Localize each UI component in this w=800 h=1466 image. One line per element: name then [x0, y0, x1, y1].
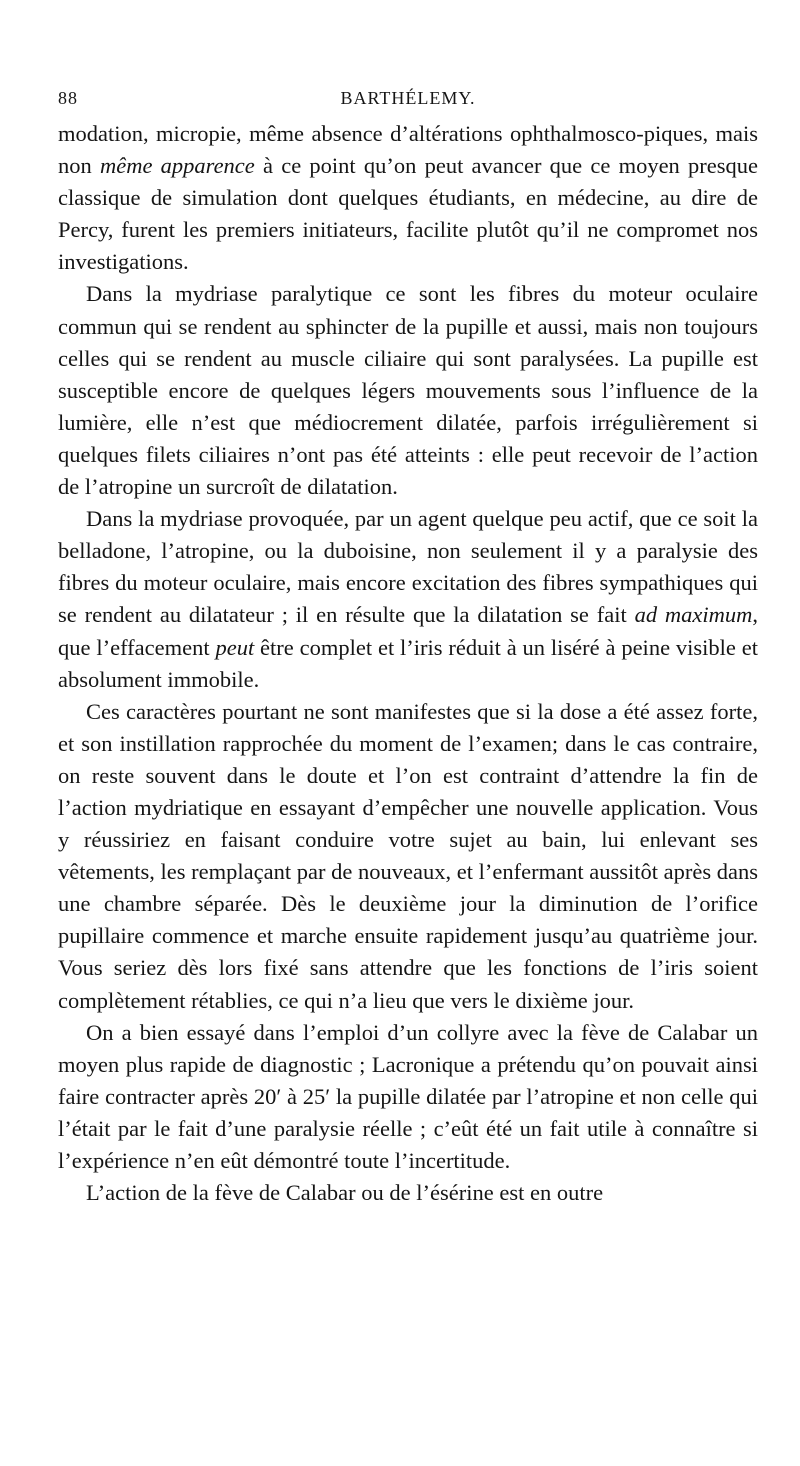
- paragraph-4: [58, 696, 758, 1017]
- text-run: , que l’effacement: [58, 602, 758, 660]
- italic-run: même apparence: [99, 153, 255, 179]
- book-page: [58, 88, 758, 1209]
- text-run: Dans la mydriase provoquée, par un agent quelque peu actif, que ce soit la belladone, l’atropine, ou la duboisine, non seulement il y a paralysie des fibres du moteur oculaire, mais encore excitation des fibres sympathiques qui se rendent au dilatateur ; il en résulte que la dilatation se fait: [58, 506, 758, 628]
- text-run: être complet et l’iris réduit à un liséré à peine visible et absolument immobile.: [58, 634, 758, 692]
- text-run: modation, micropie, même absence d’altérations ophthalmosco-piques, mais non: [58, 121, 758, 179]
- paragraph-5: [58, 1017, 758, 1177]
- paragraph-1: [58, 118, 758, 278]
- running-head: [58, 88, 758, 118]
- text-run: à ce point qu’on peut avancer que ce moyen presque classique de simulation dont quelques étudiants, en médecine, au dire de Percy, furent les premiers initiateurs, facilite plutôt qu’il ne compromet nos investigations.: [58, 153, 758, 275]
- paragraph-6: [58, 1177, 758, 1209]
- paragraph-3: [58, 503, 758, 696]
- italic-run: ad maximum: [634, 602, 753, 628]
- text-run: Dans la mydriase paralytique ce sont les fibres du moteur oculaire commun qui se rendent au sphincter de la pupille et aussi, mais non toujours celles qui se rendent au muscle ciliaire qui sont paralysées. La pupille est susceptible encore de quelques légers mouvements sous l’influence de la lumière, elle n’est que médiocrement dilatée, parfois irrégulièrement si quelques filets ciliaires n’ont pas été atteints : elle peut recevoir de l’action de l’atropine un surcroît de dilatation.: [58, 281, 758, 500]
- paragraph-2: [58, 278, 758, 503]
- text-run: Ces caractères pourtant ne sont manifestes que si la dose a été assez forte, et son instillation rapprochée du moment de l’examen; dans le cas contraire, on reste souvent dans le doute et l’on est contraint d’attendre la fin de l’action mydriatique en essayant d’empêcher une nouvelle application. Vous y réussiriez en faisant conduire votre sujet au bain, lui enlevant ses vêtements, les remplaçant par de nouveaux, et l’enfermant aussitôt après dans une chambre séparée. Dès le deuxième jour la diminution de l’orifice pupillaire commence et marche ensuite rapidement jusqu’au quatrième jour. Vous seriez dès lors fixé sans attendre que les fonctions de l’iris soient complètement rétablies, ce qui n’a lieu que vers le dixième jour.: [58, 698, 758, 1013]
- text-run: L’action de la fève de Calabar ou de l’ésérine est en outre: [86, 1180, 604, 1206]
- italic-run: peut: [215, 634, 255, 660]
- page-number: 88: [58, 88, 78, 108]
- text-run: On a bien essayé dans l’emploi d’un collyre avec la fève de Calabar un moyen plus rapide de diagnostic ; Lacronique a prétendu qu’on pouvait ainsi faire contracter après 20′ à 25′ la pupille dilatée par l’atropine et non celle qui l’était par le fait d’une paralysie réelle ; c’eût été un fait utile à connaître si l’expérience n’en eût démontré toute l’incertitude.: [58, 1019, 758, 1173]
- running-title: BARTHÉLEMY.: [340, 88, 476, 108]
